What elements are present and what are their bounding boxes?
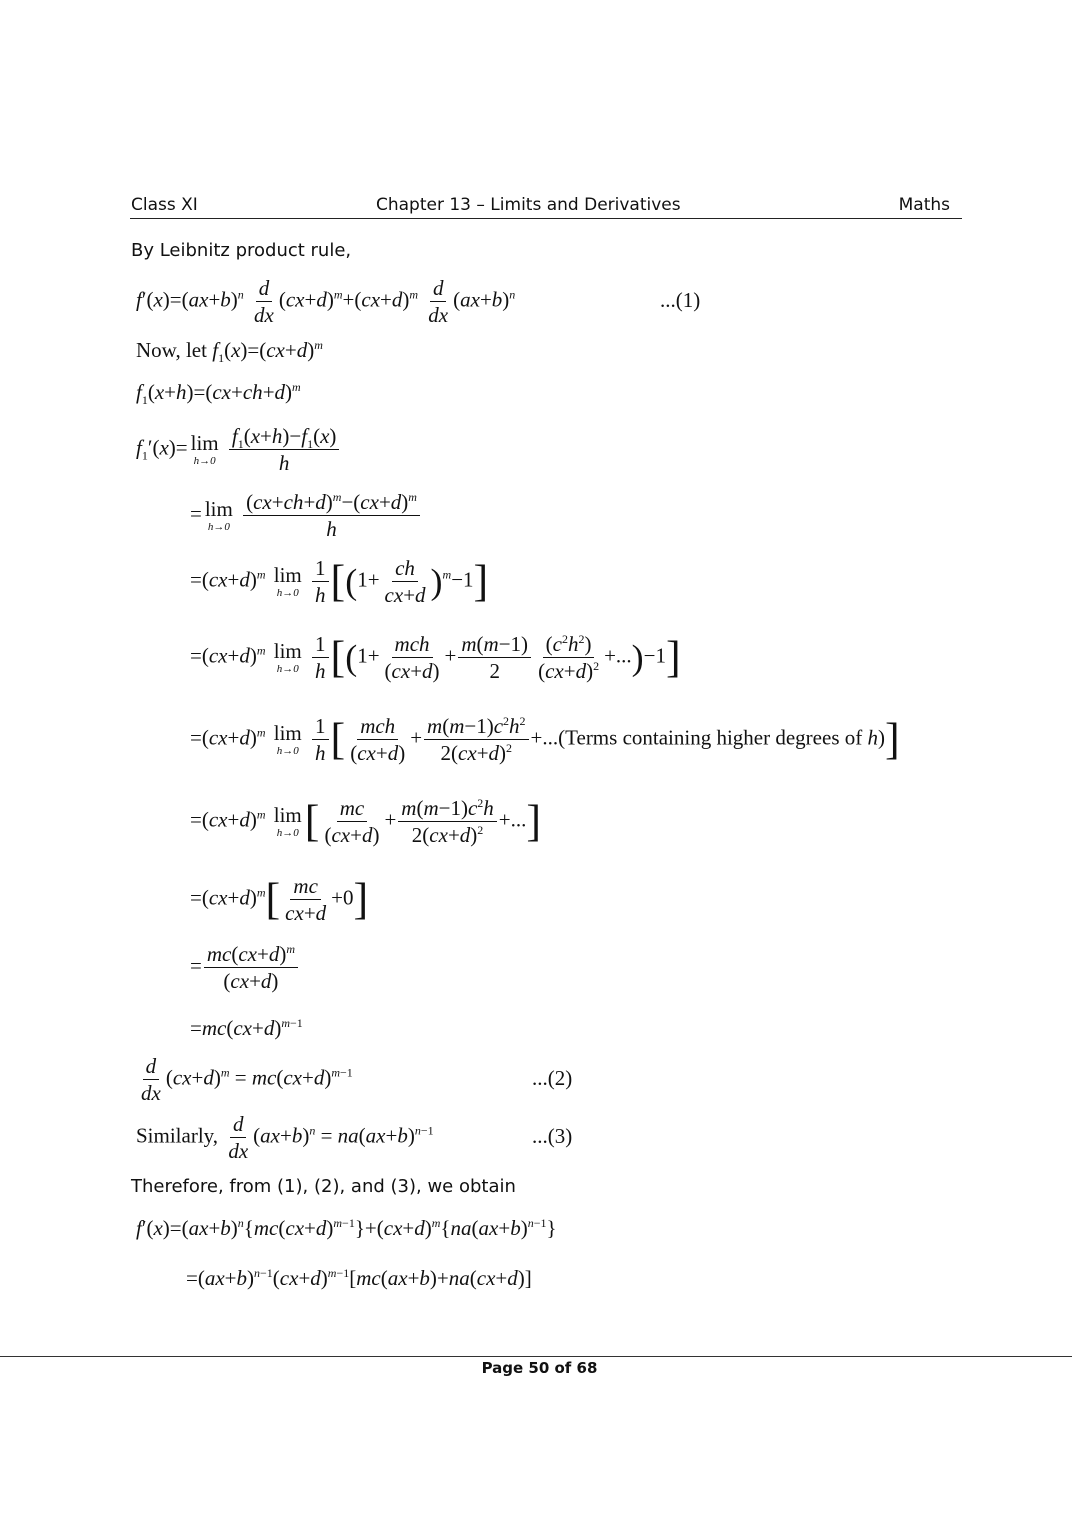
equation-step-6: $=(cx+d)^m$[ $\frac{mc}{cx+d}$ +0] bbox=[190, 874, 369, 926]
page-header bbox=[130, 194, 962, 219]
equation-leibniz: $f'(x)=(ax+b)^n$ $\frac{d}{dx}$ $(cx+d)^m+(cx+d)^m$ $\frac{d}{dx}$ $(ax+b)^n$ bbox=[136, 276, 516, 328]
equation-f1-def: Now, let $f_1(x)=(cx+d)^m$ bbox=[136, 338, 323, 366]
therefore-text: Therefore, from (1), (2), and (3), we obtain bbox=[131, 1176, 516, 1197]
header-class: Class XI bbox=[131, 195, 198, 215]
now-let-label: Now, let bbox=[136, 338, 207, 362]
equation-tag-2: ...(2) bbox=[532, 1066, 573, 1090]
equation-f1-shift: $f_1(x+h)=(cx+ch+d)^m$ bbox=[136, 380, 301, 408]
equation-step-4: $=(cx+d)^m$ lim h→0 $\frac{1}{h}$ [ $\frac{\text{mch}}{(cx+d)}$ + $\frac{m(m-1)c^2h^2}{2(cx+d)^2}$ +...(Terms containing higher degrees of h)] bbox=[190, 714, 900, 766]
header-subject: Maths bbox=[898, 195, 950, 215]
similarly-label: Similarly, bbox=[136, 1123, 219, 1148]
header-chapter: Chapter 13 – Limits and Derivatives bbox=[376, 195, 681, 215]
equation-step-7: = $\frac{mc(cx+d)^m}{(cx+d)}$ bbox=[190, 942, 300, 993]
equation-tag-3: ...(3) bbox=[532, 1124, 573, 1148]
equation-step-1: = lim h→0 $\frac{(cx+ch+d)^m-(cx+d)^m}{h}$ bbox=[190, 490, 422, 541]
equation-final-2: $=(ax+b)^{n-1}(cx+d)^{m-1}[mc(ax+b)+na(cx+d)]$ bbox=[186, 1266, 532, 1290]
equation-result-2: $\frac{d}{dx}$ $(cx+d)^m = mc(cx+d)^{m-1}$ bbox=[141, 1054, 353, 1106]
equation-tag-1: ...(1) bbox=[660, 288, 701, 312]
equation-derivative-definition: $f_1'(x)= \lim$ h→0 $\frac{f_1(x+h)-f_1(x)}{h}$ bbox=[136, 424, 341, 475]
equation-step-8: $=mc(cx+d)^{m-1}$ bbox=[190, 1016, 303, 1040]
equation-result-3: Similarly, $\frac{d}{dx}$ $(ax+b)^n = na(ax+b)^{n-1}$ bbox=[136, 1112, 434, 1164]
equation-step-5: $=(cx+d)^m$ lim h→0 [ $\frac{mc}{(cx+d)}$ + $\frac{m(m-1)c^2h}{2(cx+d)^2}$ +...] bbox=[190, 796, 542, 848]
equation-final-1: $f'(x)=(ax+b)^n\{mc(cx+d)^{m-1}\}+(cx+d)^m\{na(ax+b)^{n-1}\}$ bbox=[136, 1216, 557, 1240]
footer-rule bbox=[0, 1356, 1072, 1357]
intro-text: By Leibnitz product rule, bbox=[131, 240, 352, 261]
equation-step-2: $=(cx+d)^m$ lim h→0 $\frac{1}{h}$ [(1+ $\frac{ch}{cx+d}$ )$^m$−1] bbox=[190, 556, 489, 608]
equation-step-3: $=(cx+d)^m$ lim h→0 $\frac{1}{h}$ [(1+ $\frac{\text{mch}}{(cx+d)}$ + $\frac{m(m-1)}{2}$ $\frac{(c^2h^2)}{(cx+d)^2}$ +...)−1] bbox=[190, 632, 681, 684]
page-number: Page 50 of 68 bbox=[481, 1359, 598, 1377]
